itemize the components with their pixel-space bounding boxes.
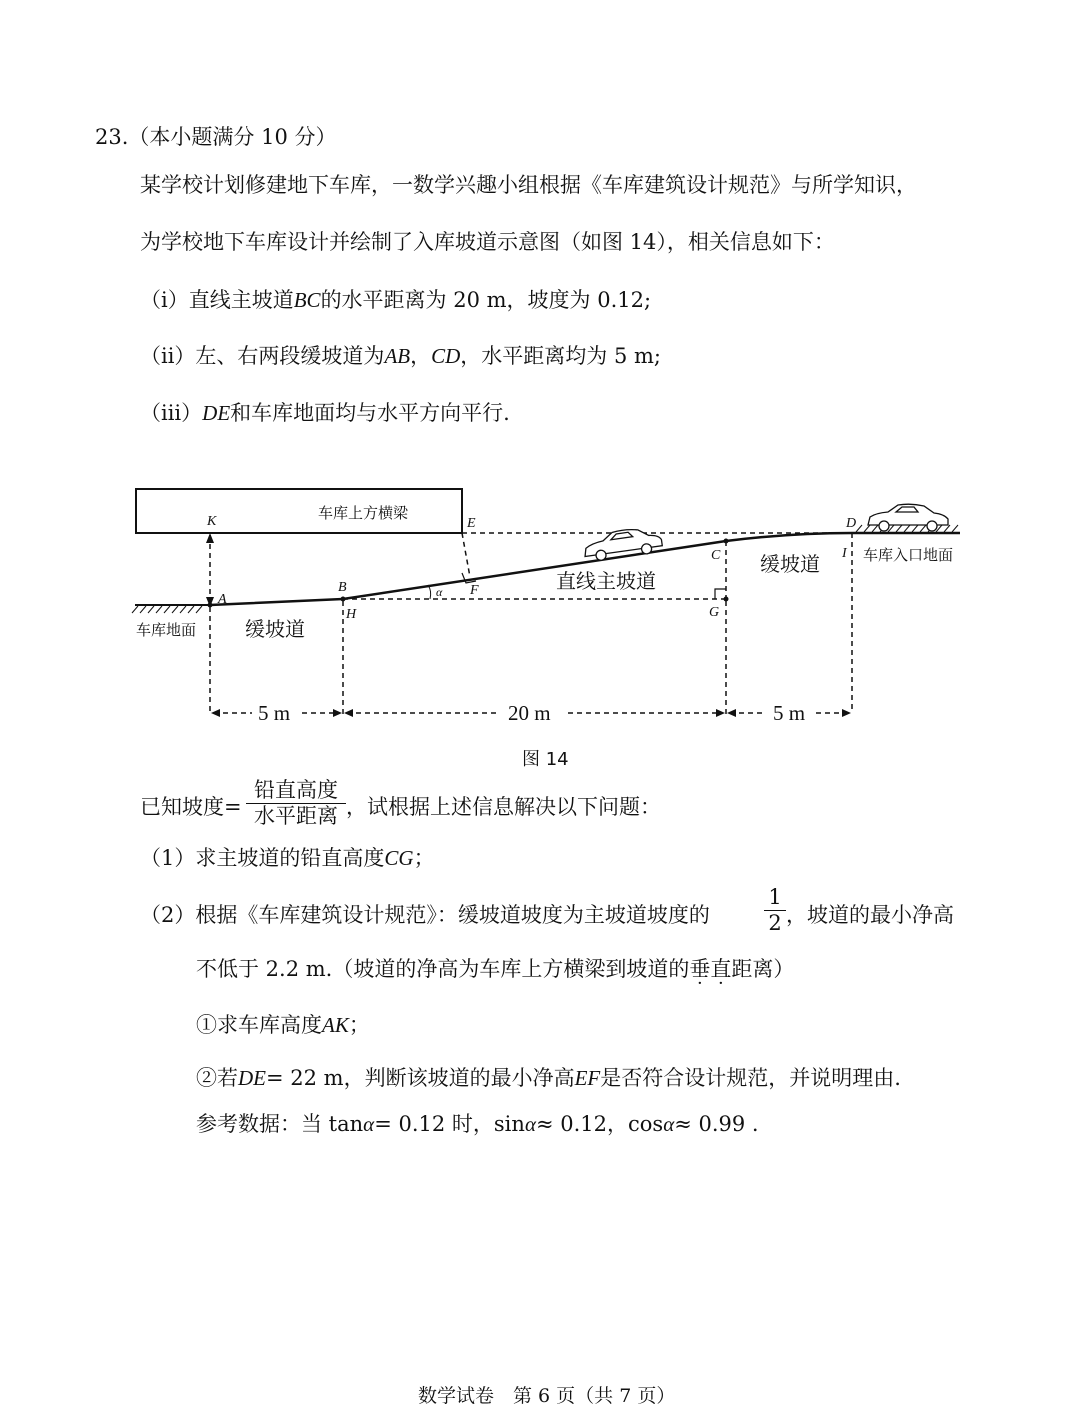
dim-right: 5 m — [773, 701, 806, 725]
slope-denominator: 水平距离 — [246, 803, 346, 829]
slope-def-suffix: ，试根据上述信息解决以下问题： — [346, 795, 661, 819]
label-alpha: α — [436, 585, 443, 599]
info-2: （ⅱ）左、右两段缓坡道为AB，CD，水平距离均为 5 m; — [140, 344, 661, 368]
figure-14 — [0, 475, 1080, 775]
point-a — [208, 603, 213, 608]
garage-floor-hatch — [132, 606, 202, 613]
dim-left: 5 m — [258, 701, 291, 725]
label-a: A — [218, 592, 227, 607]
label-c: C — [711, 548, 721, 563]
slope-numerator: 铅直高度 — [254, 778, 338, 802]
dim-middle: 20 m — [508, 701, 551, 725]
main-ramp-label: 直线主坡道 — [556, 569, 656, 593]
info-3: （ⅲ）DE和车库地面均与水平方向平行. — [140, 401, 510, 425]
q2-sub-2: ②若DE= 22 m，判断该坡道的最小净高EF是否符合设计规范，并说明理由. — [196, 1066, 901, 1090]
page-footer: 数学试卷 第 6 页（共 7 页） — [418, 1385, 676, 1407]
reference-data: 参考数据：当 tanα= 0.12 时，sinα≈ 0.12，cosα≈ 0.99 . — [196, 1112, 759, 1136]
figure-caption: 图 14 — [522, 749, 569, 770]
gentle-ramp-left-label: 缓坡道 — [245, 617, 305, 641]
label-f: F — [470, 583, 479, 598]
label-d: D — [846, 516, 857, 531]
label-i: I — [842, 546, 847, 561]
beam-label: 车库上方横梁 — [318, 504, 409, 522]
slope-fraction — [246, 778, 346, 829]
q2-line-2: 不低于 2.2 m.（坡道的净高为车库上方横梁到坡道的垂直距离） — [196, 957, 795, 981]
question-number: 23. — [95, 125, 129, 149]
label-g: G — [709, 605, 720, 620]
label-k: K — [207, 514, 217, 529]
point-g — [724, 597, 729, 602]
gentle-ramp-right-label: 缓坡道 — [760, 552, 820, 576]
q2-line-1: （2）根据《车库建筑设计规范》：缓坡道坡度为主坡道坡度的 — [140, 903, 710, 927]
garage-floor-label: 车库地面 — [136, 621, 197, 639]
entrance-ground-label: 车库入口地面 — [863, 546, 954, 564]
intro-line-1: 某学校计划修建地下车库，一数学兴趣小组根据《车库建筑设计规范》与所学知识， — [140, 173, 917, 197]
question-header — [95, 125, 336, 150]
entrance-hatch — [856, 525, 958, 532]
label-b: B — [338, 580, 347, 595]
label-h: H — [346, 607, 357, 622]
info-1: （ⅰ）直线主坡道BC的水平距离为 20 m，坡度为 0.12; — [140, 288, 652, 312]
ef-dashed — [462, 533, 470, 577]
intro-line-2: 为学校地下车库设计并绘制了入库坡道示意图（如图 14），相关信息如下： — [140, 230, 835, 254]
beam — [136, 489, 462, 533]
point-c — [724, 539, 729, 544]
slope-def-prefix: 已知坡度= — [140, 795, 242, 819]
question-points: （本小题满分 10 分） — [128, 125, 337, 149]
label-e: E — [467, 516, 476, 531]
q2-fraction: $\frac{1}{2}$ — [764, 885, 786, 936]
point-b — [341, 597, 346, 602]
q2-line-1-suffix: ，坡道的最小净高 — [786, 903, 954, 927]
ak-arrow-up — [206, 533, 214, 543]
q1: （1）求主坡道的铅直高度CG； — [140, 846, 435, 870]
q2-sub-1: ①求车库高度AK； — [196, 1013, 370, 1037]
